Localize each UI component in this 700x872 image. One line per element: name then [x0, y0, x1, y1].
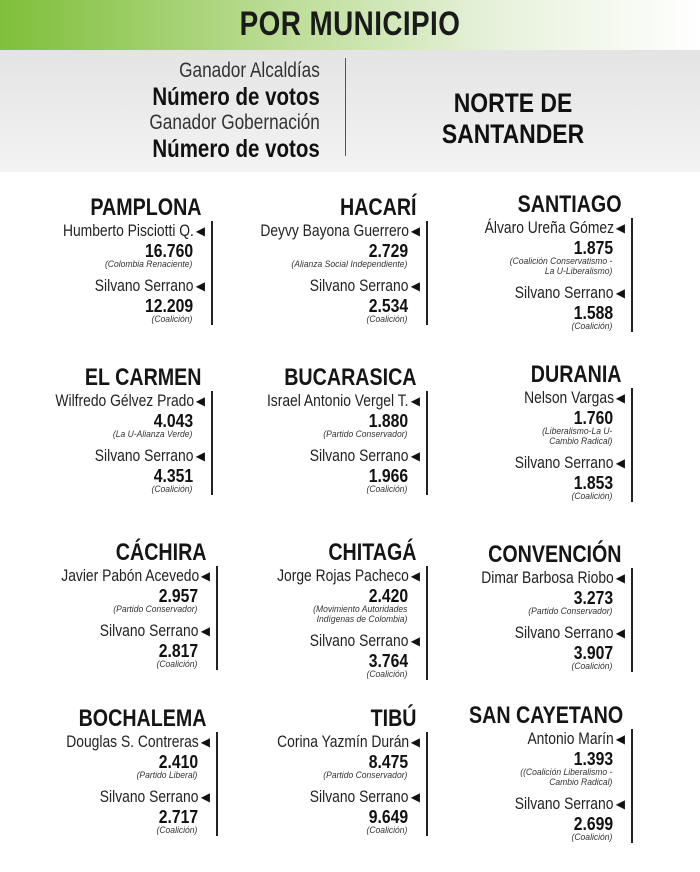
arrow-left-icon: ◀	[410, 449, 420, 463]
arrow-left-icon: ◀	[195, 449, 205, 463]
governor-party: (Coalición)	[366, 314, 408, 325]
municipio-card-tibu	[228, 706, 428, 836]
governor-votes: 3.764	[368, 650, 409, 671]
mayor-winner: Israel Antonio Vergel T.	[267, 392, 409, 410]
legend-votes-mayor: Número de votos	[152, 83, 320, 111]
results-block	[18, 566, 218, 670]
mayor-party: (Partido Conservador)	[323, 770, 408, 781]
mayor-votes: 2.420	[368, 585, 409, 606]
legend-winner-mayor: Ganador Alcaldías	[179, 59, 320, 82]
town-name: CÁCHIRA	[115, 539, 207, 566]
results-block	[13, 221, 213, 325]
mayor-party: ((Coalición Liberalismo -Cambio Radical)	[520, 767, 613, 788]
region-title: NORTE DE SANTANDER	[441, 88, 585, 149]
mayor-votes: 8.475	[368, 751, 409, 772]
mayor-winner: Nelson Vargas	[523, 389, 614, 407]
town-name: EL CARMEN	[84, 364, 202, 391]
town-name: TIBÚ	[370, 705, 417, 732]
arrow-left-icon: ◀	[410, 790, 420, 804]
mayor-party: (Partido Conservador)	[323, 429, 408, 440]
governor-party: (Coalición)	[571, 661, 613, 672]
mayor-party: (Colombia Renaciente)	[104, 259, 193, 270]
governor-party: (Coalición)	[366, 825, 408, 836]
governor-votes: 1.588	[573, 302, 614, 323]
mayor-party: (Alianza Social Independiente)	[291, 259, 408, 270]
mayor-winner: Humberto Pisciotti Q.	[62, 222, 194, 240]
governor-winner: Silvano Serrano	[100, 622, 199, 640]
municipio-card-el-carmen	[13, 365, 213, 495]
header-banner	[0, 0, 700, 50]
legend-winner-governor: Ganador Gobernación	[149, 111, 320, 134]
governor-winner: Silvano Serrano	[515, 624, 614, 642]
arrow-left-icon: ◀	[410, 634, 420, 648]
results-block	[13, 391, 213, 495]
municipio-card-durania	[433, 362, 633, 502]
governor-votes: 4.351	[153, 465, 194, 486]
arrow-left-icon: ◀	[410, 224, 420, 238]
arrow-left-icon: ◀	[195, 279, 205, 293]
town-name: BOCHALEMA	[78, 705, 207, 732]
results-block	[433, 568, 633, 672]
arrow-left-icon: ◀	[195, 224, 205, 238]
arrow-left-icon: ◀	[615, 286, 625, 300]
mayor-winner: Javier Pabón Acevedo	[60, 567, 199, 585]
mayor-party: (Partido Conservador)	[528, 606, 613, 617]
governor-party: (Coalición)	[571, 321, 613, 332]
municipio-card-santiago	[433, 192, 633, 332]
governor-votes: 3.907	[573, 642, 614, 663]
arrow-left-icon: ◀	[410, 735, 420, 749]
results-block	[433, 388, 633, 502]
town-name: PAMPLONA	[90, 194, 202, 221]
arrow-left-icon: ◀	[410, 569, 420, 583]
mayor-party: (Coalición Conservatismo -La U-Liberalismo)	[509, 256, 613, 277]
mayor-winner: Corina Yazmín Durán	[276, 733, 409, 751]
governor-party: (Coalición)	[571, 832, 613, 843]
mayor-votes: 3.273	[573, 587, 614, 608]
mayor-winner: Deyvy Bayona Guerrero	[260, 222, 409, 240]
mayor-winner: Dimar Barbosa Riobo	[481, 569, 614, 587]
municipio-card-convencion	[433, 542, 633, 672]
governor-winner: Silvano Serrano	[95, 277, 194, 295]
governor-party: (Coalición)	[366, 484, 408, 495]
town-name: CHITAGÁ	[328, 539, 417, 566]
mayor-winner: Álvaro Ureña Gómez	[484, 219, 614, 237]
town-name: BUCARASICA	[284, 364, 417, 391]
arrow-left-icon: ◀	[615, 221, 625, 235]
governor-votes: 2.534	[368, 295, 409, 316]
arrow-left-icon: ◀	[410, 394, 420, 408]
municipio-card-chitaga	[228, 540, 428, 680]
mayor-party: (La U-Alianza Verde)	[112, 429, 193, 440]
governor-party: (Coalición)	[151, 314, 193, 325]
governor-winner: Silvano Serrano	[515, 795, 614, 813]
arrow-left-icon: ◀	[200, 790, 210, 804]
results-block	[433, 729, 633, 843]
governor-winner: Silvano Serrano	[95, 447, 194, 465]
arrow-left-icon: ◀	[200, 569, 210, 583]
mayor-votes: 1.393	[573, 748, 614, 769]
mayor-votes: 2.957	[158, 585, 199, 606]
municipio-card-hacari	[228, 195, 428, 325]
page-title: POR MUNICIPIO	[239, 5, 461, 43]
mayor-party: (Movimiento Autoridades Indígenas de Colombia)	[313, 604, 408, 625]
town-name: DURANIA	[530, 361, 622, 388]
arrow-left-icon: ◀	[615, 626, 625, 640]
mayor-winner: Antonio Marín	[527, 730, 614, 748]
results-block	[228, 221, 428, 325]
governor-party: (Coalición)	[571, 491, 613, 502]
arrow-left-icon: ◀	[200, 624, 210, 638]
arrow-left-icon: ◀	[200, 735, 210, 749]
arrow-left-icon: ◀	[195, 394, 205, 408]
mayor-votes: 16.760	[144, 240, 194, 261]
results-block	[433, 218, 633, 332]
results-block	[228, 566, 428, 680]
arrow-left-icon: ◀	[410, 279, 420, 293]
governor-votes: 1.966	[368, 465, 409, 486]
mayor-winner: Wilfredo Gélvez Prado	[55, 392, 194, 410]
governor-winner: Silvano Serrano	[100, 788, 199, 806]
arrow-left-icon: ◀	[615, 797, 625, 811]
governor-winner: Silvano Serrano	[515, 454, 614, 472]
mayor-party: (Partido Liberal)	[136, 770, 198, 781]
arrow-left-icon: ◀	[615, 732, 625, 746]
governor-votes: 9.649	[368, 806, 409, 827]
mayor-votes: 2.729	[368, 240, 409, 261]
town-name: SAN CAYETANO	[469, 702, 624, 729]
mayor-party: (Partido Conservador)	[113, 604, 198, 615]
governor-winner: Silvano Serrano	[310, 447, 409, 465]
town-name: CONVENCIÓN	[488, 541, 622, 568]
governor-party: (Coalición)	[156, 659, 198, 670]
arrow-left-icon: ◀	[615, 391, 625, 405]
governor-party: (Coalición)	[156, 825, 198, 836]
governor-votes: 12.209	[144, 295, 194, 316]
municipio-card-bucarasica	[228, 365, 428, 495]
mayor-winner: Douglas S. Contreras	[66, 733, 199, 751]
mayor-votes: 4.043	[153, 410, 194, 431]
municipio-card-pamplona	[13, 195, 213, 325]
arrow-left-icon: ◀	[615, 571, 625, 585]
results-block	[228, 732, 428, 836]
governor-votes: 2.817	[158, 640, 199, 661]
arrow-left-icon: ◀	[615, 456, 625, 470]
mayor-votes: 2.410	[158, 751, 199, 772]
governor-votes: 2.699	[573, 813, 614, 834]
governor-winner: Silvano Serrano	[310, 632, 409, 650]
legend-votes-governor: Número de votos	[152, 135, 320, 163]
mayor-votes: 1.760	[573, 407, 614, 428]
municipio-card-bochalema	[18, 706, 218, 836]
governor-votes: 1.853	[573, 472, 614, 493]
governor-party: (Coalición)	[151, 484, 193, 495]
governor-winner: Silvano Serrano	[515, 284, 614, 302]
governor-winner: Silvano Serrano	[310, 277, 409, 295]
mayor-votes: 1.880	[368, 410, 409, 431]
town-name: HACARÍ	[339, 194, 417, 221]
municipio-card-cachira	[18, 540, 218, 670]
governor-party: (Coalición)	[366, 669, 408, 680]
legend-band	[0, 50, 700, 172]
governor-winner: Silvano Serrano	[310, 788, 409, 806]
mayor-winner: Jorge Rojas Pacheco	[277, 567, 409, 585]
legend-key	[112, 58, 320, 162]
results-block	[228, 391, 428, 495]
town-name: SANTIAGO	[517, 191, 622, 218]
legend-divider	[345, 58, 346, 156]
mayor-votes: 1.875	[573, 237, 614, 258]
governor-votes: 2.717	[158, 806, 199, 827]
results-block	[18, 732, 218, 836]
mayor-party: (Liberalismo-La U-Cambio Radical)	[542, 426, 613, 447]
municipio-card-san-cayetano	[433, 703, 633, 843]
